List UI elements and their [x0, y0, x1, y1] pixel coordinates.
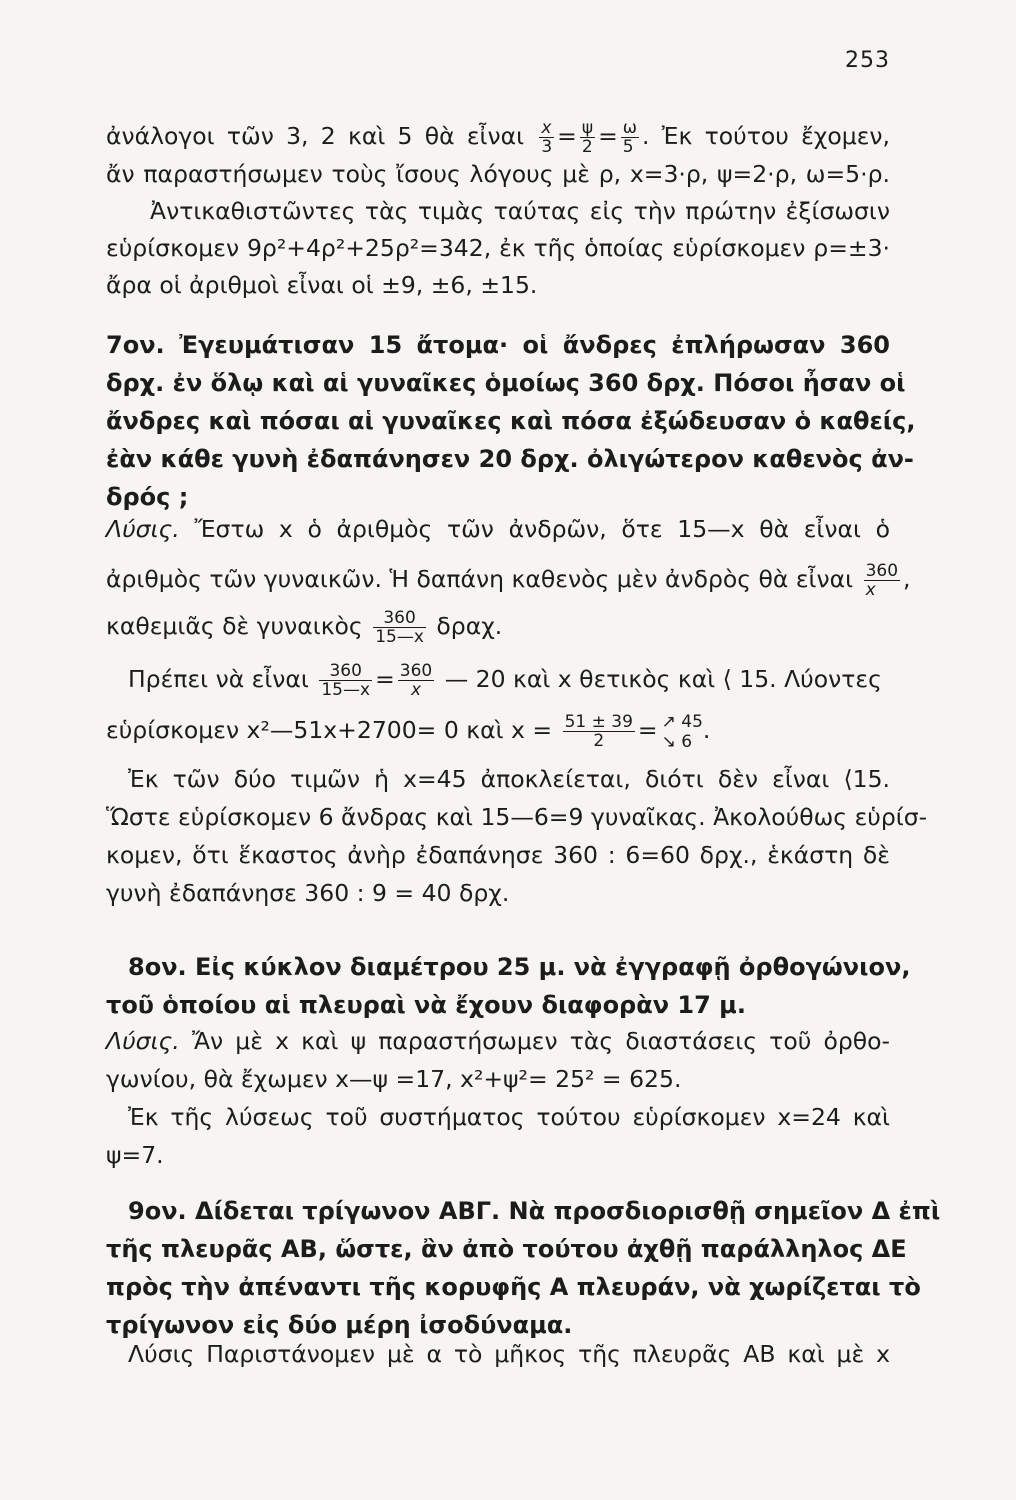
text-line: γυνὴ ἐδαπάνησε 360 : 9 = 40 δρχ. — [106, 878, 510, 907]
text-line: Λύσις. Ἄν μὲ x καὶ ψ παραστήσωμεν τὰς διαστάσεις τοῦ ὀρθο- — [106, 1027, 890, 1055]
text-line: καθεμιᾶς δὲ γυναικὸς $\frac{360}{15—x}$ δραχ. — [106, 608, 503, 647]
text-line: Λύσις Παριστάνομεν μὲ α τὸ μῆκος τῆς πλευρᾶς ΑΒ καὶ μὲ x — [128, 1340, 890, 1368]
text-line: τοῦ ὁποίου αἱ πλευραὶ νὰ ἔχουν διαφορὰν 17 μ. — [106, 991, 746, 1019]
fraction: $\frac{360}{15—x}$ — [321, 661, 371, 700]
text-line: Ὥστε εὑρίσκομεν 6 ἄνδρας καὶ 15—6=9 γυναῖκας. Ἀκολούθως εὑρίσ- — [106, 802, 928, 831]
text-line: ἀριθμὸς τῶν γυναικῶν. Ἡ δαπάνη καθενὸς μὲν ἀνδρὸς θὰ εἶναι $\frac{360}{x}$ , — [106, 561, 911, 600]
text-line: δρχ. ἐν ὅλῳ καὶ αἱ γυναῖκες ὁμοίως 360 δρχ. Πόσοι ἦσαν οἱ — [106, 369, 906, 397]
text-line: 9ον. Δίδεται τρίγωνον ΑΒΓ. Νὰ προσδιορισθῇ σημεῖον Δ ἐπὶ — [128, 1197, 941, 1225]
text-line: ἄρα οἱ ἀριθμοὶ εἶναι οἱ ±9, ±6, ±15. — [106, 271, 538, 299]
text-line: κομεν, ὅτι ἕκαστος ἀνὴρ ἐδαπάνησε 360 : 6=60 δρχ., ἑκάστη δὲ — [106, 840, 890, 869]
text-line: ἀνάλογοι τῶν 3, 2 καὶ 5 θὰ εἶναι $\frac{x}{3}$ = $\frac{\psi}{2}$ = $\frac{\omega}{5}$ . Ἐκ τούτου ἔχομεν, — [106, 118, 890, 157]
text-line: Πρέπει νὰ εἶναι $\frac{360}{15—x}$ = $\frac{360}{x}$ — 20 καὶ x θετικὸς καὶ ⟨ 15. Λύοντες — [128, 661, 882, 700]
page-number: 253 — [845, 48, 890, 73]
fraction: $\frac{360}{x}$ — [399, 661, 433, 700]
text-line: ἐὰν κάθε γυνὴ ἐδαπάνησεν 20 δρχ. ὀλιγώτερον καθενὸς ἀν- — [106, 445, 914, 473]
solution-9 — [106, 1336, 890, 1373]
solution-label: Λύσις. — [106, 515, 180, 543]
text-line: Ἀντικαθιστῶντες τὰς τιμὰς ταύτας εἰς τὴν πρώτην ἐξίσωσιν — [150, 197, 890, 225]
fraction: $\frac{\omega}{5}$ — [622, 118, 638, 157]
text-line: 7ον. Ἐγευμάτισαν 15 ἄτομα· οἱ ἄνδρες ἐπλήρωσαν 360 — [106, 331, 890, 359]
text-line: εὑρίσκομεν x²—51x+2700= 0 καὶ x = $\frac{51 \pm 39}{2}$ = ↗ 45 ↘ 6 . — [106, 711, 711, 752]
text-line: ψ=7. — [106, 1141, 164, 1169]
text-line: εὑρίσκομεν 9ρ²+4ρ²+25ρ²=342, ἐκ τῆς ὁποίας εὑρίσκομεν ρ=±3· — [106, 234, 890, 262]
text-line: πρὸς τὴν ἀπέναντι τῆς κορυφῆς Α πλευράν, νὰ χωρίζεται τὸ — [106, 1273, 921, 1301]
problem-9 — [106, 1192, 941, 1344]
text-line: τρίγωνον εἰς δύο μέρη ἰσοδύναμα. — [106, 1311, 573, 1339]
paragraph-ratios — [106, 118, 890, 304]
text-line: Λύσις. Ἔστω x ὁ ἀριθμὸς τῶν ἀνδρῶν, ὅτε 15—x θὰ εἶναι ὁ — [106, 515, 890, 543]
fraction: $\frac{\psi}{2}$ — [581, 118, 594, 157]
roots: ↗ 45 ↘ 6 — [661, 711, 703, 752]
fraction: $\frac{x}{3}$ — [541, 118, 553, 157]
problem-7 — [106, 326, 916, 516]
text-line: ἄνδρες καὶ πόσαι αἱ γυναῖκες καὶ πόσα ἐξώδευσαν ὁ καθείς, — [106, 407, 916, 435]
text-line: Ἐκ τῶν δύο τιμῶν ἡ x=45 ἀποκλείεται, διότι δὲν εἶναι ⟨15. — [128, 764, 890, 793]
fraction: $\frac{51 \pm 39}{2}$ — [564, 712, 633, 751]
text-line: τῆς πλευρᾶς ΑΒ, ὥστε, ἂν ἀπὸ τούτου ἀχθῇ παράλληλος ΔΕ — [106, 1235, 907, 1263]
text-line: ἄν παραστήσωμεν τοὺς ἴσους λόγους μὲ ρ, x=3·ρ, ψ=2·ρ, ω=5·ρ. — [106, 160, 890, 188]
text-line: Ἐκ τῆς λύσεως τοῦ συστήματος τούτου εὑρίσκομεν x=24 καὶ — [128, 1103, 890, 1131]
solution-7 — [106, 510, 928, 912]
text-line: δρός ; — [106, 483, 189, 511]
solution-label: Λύσις. — [106, 1027, 180, 1055]
fraction: $\frac{360}{15—x}$ — [375, 608, 424, 647]
text-line: 8ον. Εἰς κύκλον διαμέτρου 25 μ. νὰ ἐγγραφῇ ὀρθογώνιον, — [128, 953, 911, 981]
text-line: γωνίου, θὰ ἔχωμεν x—ψ =17, x²+ψ²= 25² = 625. — [106, 1065, 682, 1093]
solution-8 — [106, 1022, 890, 1174]
fraction: $\frac{360}{x}$ — [865, 561, 899, 600]
problem-8 — [106, 948, 911, 1024]
